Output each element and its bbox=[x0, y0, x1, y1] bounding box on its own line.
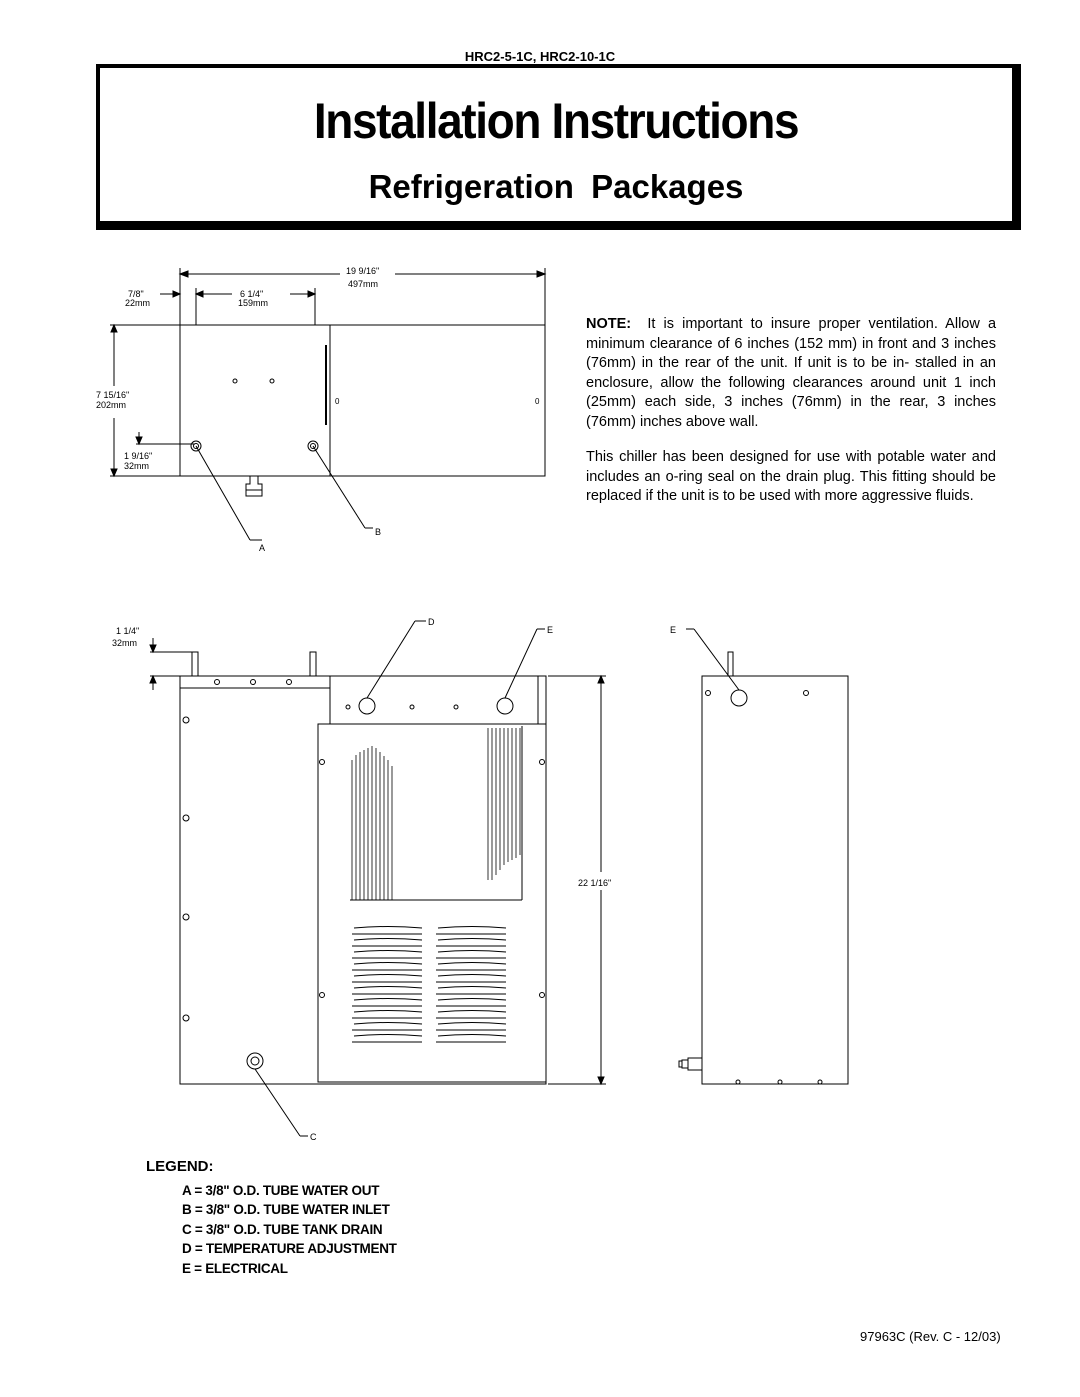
potable-water-paragraph: This chiller has been designed for use with potable water and includes an o-ring seal on the drain plug. This fitting should be replaced if the unit is to be used with more aggressive fluids. bbox=[586, 449, 996, 505]
dim-tube-mm: 32mm bbox=[112, 638, 138, 648]
dim-ab-spacing-in: 6 1/4" bbox=[240, 289, 264, 299]
dim-width-mm: 497mm bbox=[348, 279, 379, 289]
dim-width-in: 19 9/16" bbox=[346, 266, 380, 276]
legend-heading: LEGEND: bbox=[146, 1158, 214, 1175]
dim-tube-in: 1 1/4" bbox=[116, 626, 140, 636]
condenser-fins bbox=[352, 728, 520, 900]
side-view-drawing bbox=[660, 620, 860, 1095]
dim-a-offset-in: 7/8" bbox=[128, 289, 144, 299]
page-subtitle: Refrigeration Packages bbox=[368, 168, 744, 205]
label-e-front: E bbox=[547, 625, 554, 635]
temperature-knob bbox=[359, 698, 375, 714]
ventilation-note bbox=[586, 315, 996, 433]
dim-fitting-mm: 32mm bbox=[124, 461, 150, 471]
legend-item-b: B = 3/8" O.D. TUBE WATER INLET bbox=[182, 1202, 390, 1218]
legend-item-e: E = ELECTRICAL bbox=[182, 1260, 288, 1276]
legend-list bbox=[182, 1181, 397, 1278]
electrical-port bbox=[497, 698, 513, 714]
side-electrical-port bbox=[731, 690, 747, 706]
slot-mark-right: 0 bbox=[535, 397, 540, 406]
model-numbers: HRC2-5-1C, HRC2-10-1C bbox=[464, 49, 616, 64]
label-b: B bbox=[375, 527, 382, 537]
note-text: It is important to insure proper ventilation. Allow a minimum clearance of 6 inches (152 mm) in front and 3 inches (76mm) in the rear of the unit. If unit is to be in- stalled in an enclosure, allow the following clearances around unit 1 inch (25mm) each side, 3 inches (76mm) in the rear, 3 inches (76mm) inches above wall. bbox=[586, 316, 997, 430]
slot-mark-left: 0 bbox=[335, 397, 340, 406]
dim-ab-spacing-mm: 159mm bbox=[238, 298, 269, 308]
dim-depth-mm: 202mm bbox=[96, 400, 127, 410]
label-c: C bbox=[310, 1132, 317, 1142]
label-e-side: E bbox=[670, 625, 677, 635]
page-title: Installation Instructions bbox=[313, 93, 799, 149]
legend-item-d: D = TEMPERATURE ADJUSTMENT bbox=[182, 1241, 397, 1257]
legend-item-a: A = 3/8" O.D. TUBE WATER OUT bbox=[182, 1183, 380, 1198]
label-a: A bbox=[259, 543, 266, 553]
dim-a-offset-mm: 22mm bbox=[125, 298, 151, 308]
louvers bbox=[352, 927, 506, 1043]
note-label: NOTE: bbox=[586, 316, 632, 332]
dim-fitting-in: 1 9/16" bbox=[124, 451, 153, 461]
dim-height-in: 22 1/16" bbox=[578, 878, 612, 888]
legend-item-c: C = 3/8" O.D. TUBE TANK DRAIN bbox=[182, 1221, 383, 1237]
top-view-drawing bbox=[90, 262, 570, 562]
dim-depth-in: 7 15/16" bbox=[96, 390, 130, 400]
drain-fitting bbox=[247, 1053, 263, 1069]
front-view-drawing bbox=[105, 612, 625, 1147]
document-number: 97963C (Rev. C - 12/03) bbox=[860, 1329, 1001, 1344]
title-box bbox=[96, 64, 1021, 230]
label-d: D bbox=[428, 617, 435, 627]
